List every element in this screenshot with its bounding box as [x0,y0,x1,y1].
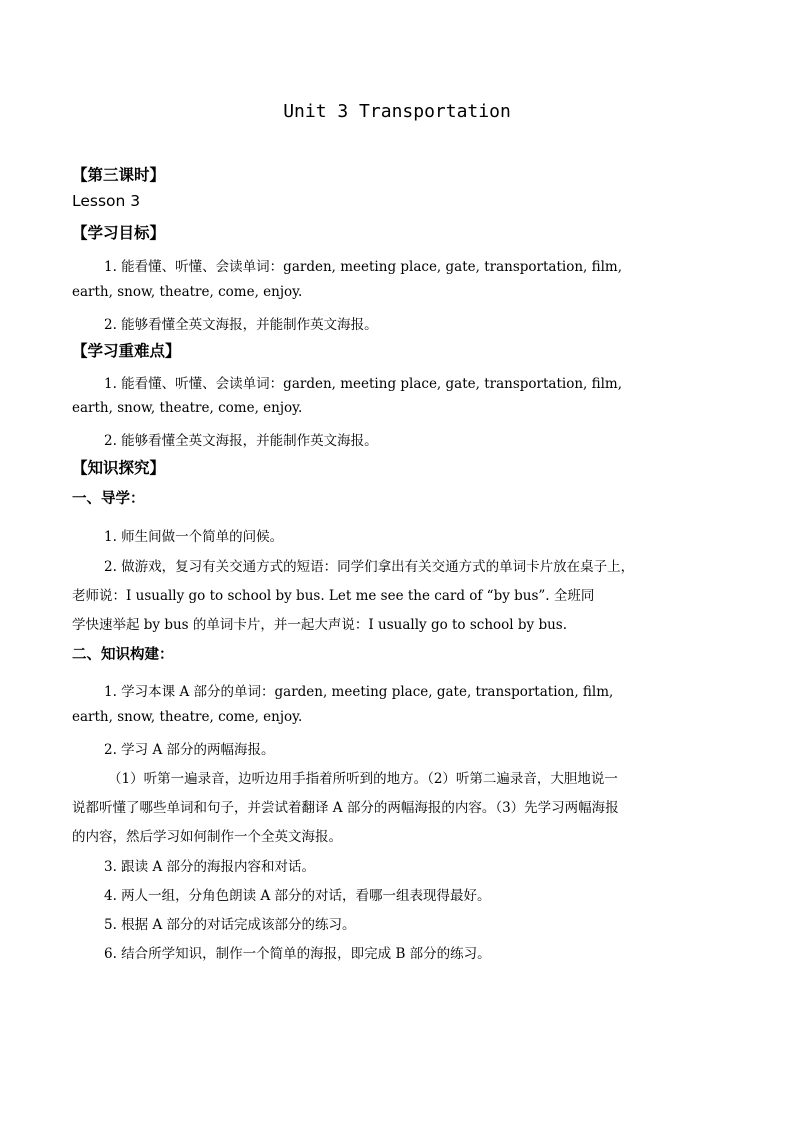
keypoints-item-2: 2. 能够看懂全英文海报，并能制作英文海报。 [104,433,378,449]
keypoints-heading: 【学习重难点】 [72,342,181,360]
part2-item-2: 2. 学习 A 部分的两幅海报。 [104,742,275,758]
part2-item-5: 5. 根据 A 部分的对话完成该部分的练习。 [104,917,356,933]
part2-paragraph-b: 说都听懂了哪些单词和句子，并尝试着翻译 A 部分的两幅海报的内容。（3）先学习两幅海报 [72,800,619,816]
part1-heading: 一、导学： [72,491,145,507]
goals-item-1a: 1. 能看懂、听懂、会读单词：garden, meeting place, gate, transportation, film, [104,259,623,275]
goals-item-2: 2. 能够看懂全英文海报，并能制作英文海报。 [104,317,378,333]
part1-item-1: 1. 师生间做一个简单的问候。 [104,529,284,545]
lesson-label: Lesson 3 [72,192,141,210]
goals-heading: 【学习目标】 [72,224,166,242]
part2-paragraph-c: 的内容，然后学习如何制作一个全英文海报。 [72,829,342,845]
explore-heading: 【知识探究】 [72,459,166,477]
keypoints-item-1b: earth, snow, theatre, come, enjoy. [72,400,303,416]
part2-item-1a: 1. 学习本课 A 部分的单词：garden, meeting place, gate, transportation, film, [104,684,614,700]
part2-heading: 二、知识构建： [72,647,174,663]
part2-item-4: 4. 两人一组，分角色朗读 A 部分的对话，看哪一组表现得最好。 [104,888,491,904]
part2-item-6: 6. 结合所学知识，制作一个简单的海报，即完成 B 部分的练习。 [104,946,491,962]
part2-item-1b: earth, snow, theatre, come, enjoy. [72,709,303,725]
part2-paragraph-a: （1）听第一遍录音，边听边用手指着所听到的地方。（2）听第二遍录音，大胆地说一 [108,771,618,787]
part1-item-2a: 2. 做游戏，复习有关交通方式的短语：同学们拿出有关交通方式的单词卡片放在桌子上， [104,559,635,575]
part1-item-2b: 老师说：I usually go to school by bus. Let me see the card of “by bus”. 全班同 [72,588,595,604]
keypoints-item-1a: 1. 能看懂、听懂、会读单词：garden, meeting place, gate, transportation, film, [104,376,623,392]
page-title: Unit 3 Transportation [283,101,511,122]
part1-item-2c: 学快速举起 by bus 的单词卡片，并一起大声说：I usually go to school by bus. [72,617,568,633]
part2-item-3: 3. 跟读 A 部分的海报内容和对话。 [104,859,316,875]
period-heading: 【第三课时】 [72,166,166,184]
goals-item-1b: earth, snow, theatre, come, enjoy. [72,284,303,300]
